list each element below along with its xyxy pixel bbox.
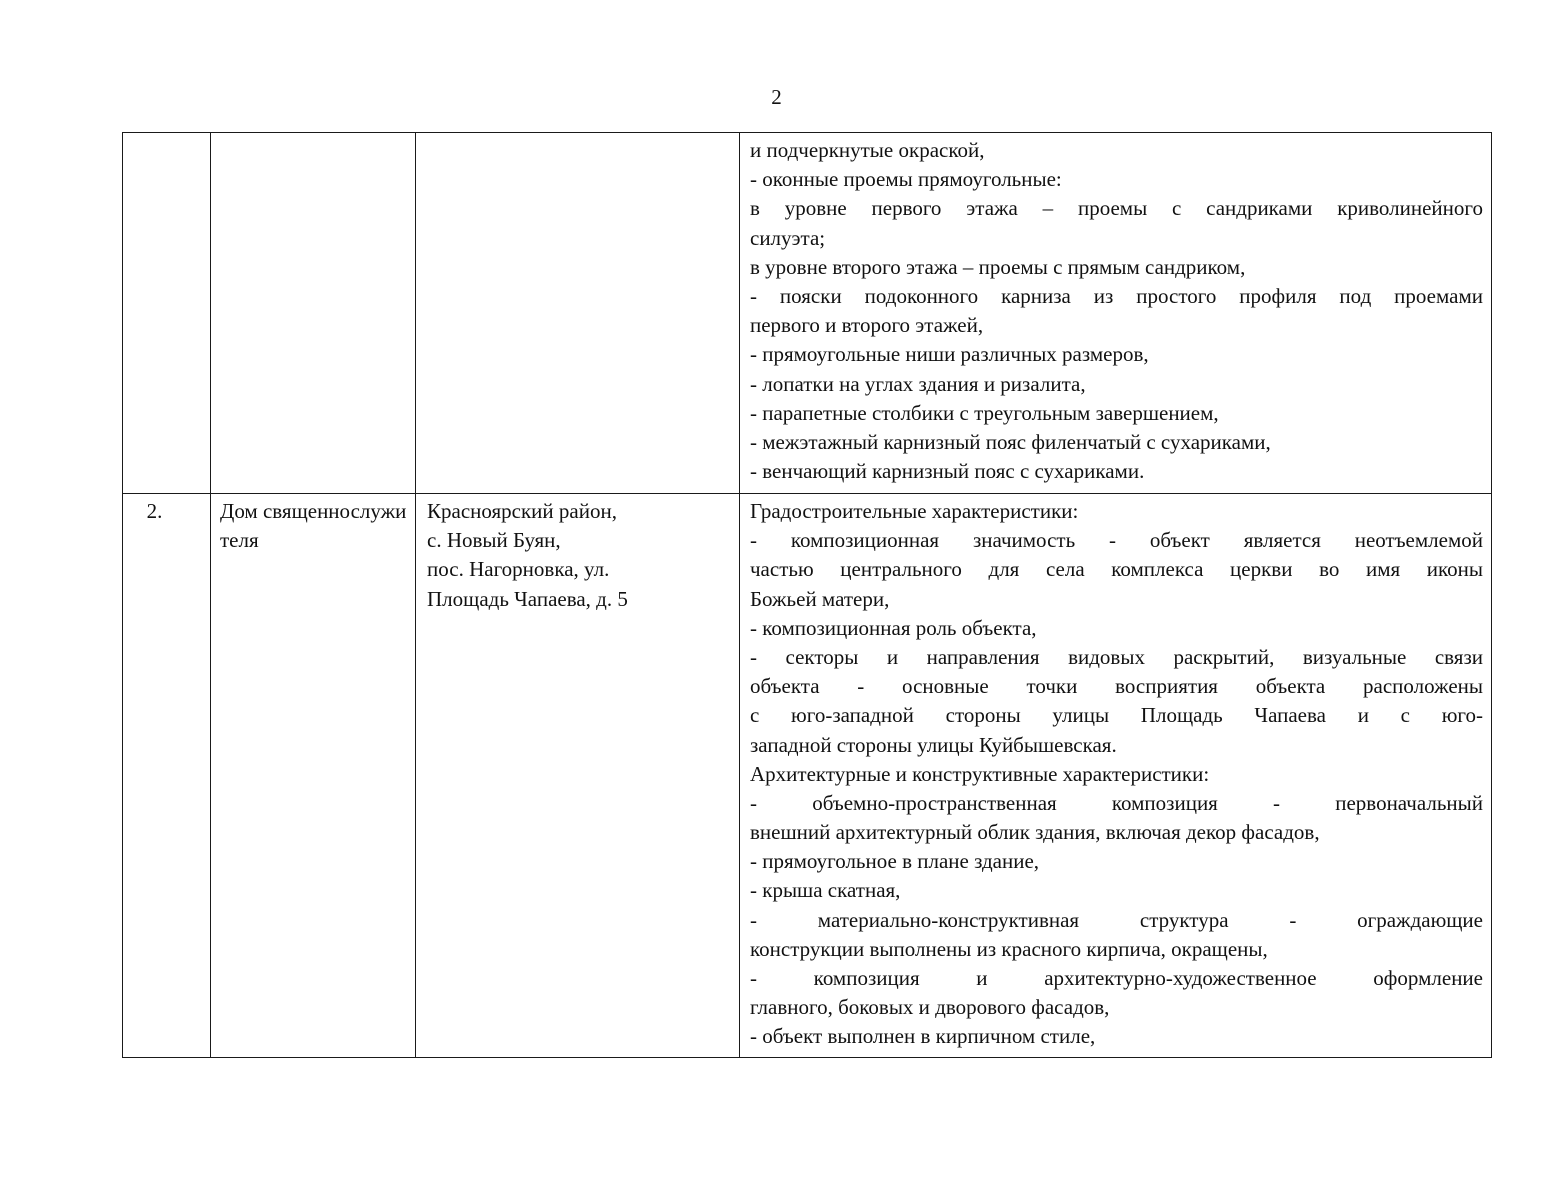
description-line: - композиция и архитектурно-художественное оформление bbox=[750, 966, 1483, 990]
description-line: западной стороны улицы Куйбышевская. bbox=[750, 732, 1117, 757]
description-line: - материально-конструктивная структура - ограждающие bbox=[750, 907, 1483, 932]
object-name: Дом священнослужителя bbox=[220, 499, 407, 553]
description-line: - парапетные столбики с треугольным завершением, bbox=[750, 400, 1219, 425]
description-line: - межэтажный карнизный пояс филенчатый с сухариками, bbox=[750, 429, 1271, 454]
address-line: пос. Нагорновка, ул. bbox=[427, 557, 610, 582]
address-line: с. Новый Буян, bbox=[427, 528, 561, 553]
description-line: - объемно-пространственная композиция - первоначальный bbox=[750, 790, 1483, 815]
description-line: объекта - основные точки восприятия объекта расположены bbox=[750, 674, 1483, 699]
address-line: Площадь Чапаева, д. 5 bbox=[427, 586, 628, 611]
heritage-table bbox=[122, 132, 1492, 1058]
description-line: с юго-западной стороны улицы Площадь Чапаева и с юго- bbox=[750, 703, 1483, 728]
address-line: Красноярский район, bbox=[427, 499, 617, 523]
description-line: - секторы и направления видовых раскрытий, визуальные связи bbox=[750, 644, 1483, 669]
object-name-cell bbox=[211, 133, 416, 494]
description-line: Божьей матери, bbox=[750, 586, 890, 611]
description-line: - объект выполнен в кирпичном стиле, bbox=[750, 1024, 1096, 1049]
row-number bbox=[123, 133, 210, 136]
address-cell bbox=[416, 494, 740, 1058]
description-line: - венчающий карнизный пояс с сухариками. bbox=[750, 459, 1145, 484]
description-line: - крыша скатная, bbox=[750, 878, 901, 903]
description-line: силуэта; bbox=[750, 225, 826, 250]
description-line: - лопатки на углах здания и ризалита, bbox=[750, 371, 1086, 396]
description-line: Градостроительные характеристики: bbox=[750, 499, 1079, 523]
description-line: - пояски подоконного карниза из простого профиля под проемами bbox=[750, 283, 1483, 308]
description-cell bbox=[740, 133, 1492, 494]
address-cell bbox=[416, 133, 740, 494]
address bbox=[416, 494, 739, 614]
row-number: 2. bbox=[146, 499, 163, 523]
description-line: - оконные проемы прямоугольные: bbox=[750, 167, 1062, 192]
address bbox=[416, 133, 739, 136]
table-row bbox=[123, 133, 1492, 494]
description-line: частью центрального для села комплекса церкви во имя иконы bbox=[750, 557, 1483, 582]
description-line: Архитектурные и конструктивные характеристики: bbox=[750, 761, 1210, 786]
description-line: в уровне первого этажа – проемы с сандриками криволинейного bbox=[750, 196, 1483, 221]
description-cell bbox=[740, 494, 1492, 1058]
description-line: конструкции выполнены из красного кирпича, окращены, bbox=[750, 936, 1268, 961]
description-line: главного, боковых и дворового фасадов, bbox=[750, 995, 1110, 1020]
row-number-cell bbox=[123, 494, 211, 1058]
description-line: - композиционная роль объекта, bbox=[750, 615, 1037, 640]
description-line: - прямоугольное в плане здание, bbox=[750, 849, 1040, 874]
table-row bbox=[123, 494, 1492, 1058]
description-line: - прямоугольные ниши различных размеров, bbox=[750, 342, 1149, 367]
description-line: в уровне второго этажа – проемы с прямым сандриком, bbox=[750, 254, 1246, 279]
object-name bbox=[211, 133, 415, 136]
page-number: 2 bbox=[771, 85, 782, 109]
description-line: первого и второго этажей, bbox=[750, 313, 984, 338]
object-name-cell bbox=[211, 494, 416, 1058]
description-line: внешний архитектурный облик здания, включая декор фасадов, bbox=[750, 820, 1320, 845]
description-line: и подчеркнутые окраской, bbox=[750, 138, 985, 162]
description bbox=[740, 133, 1491, 486]
description-line: - композиционная значимость - объект является неотъемлемой bbox=[750, 528, 1483, 553]
description bbox=[740, 494, 1491, 1052]
row-number-cell bbox=[123, 133, 211, 494]
